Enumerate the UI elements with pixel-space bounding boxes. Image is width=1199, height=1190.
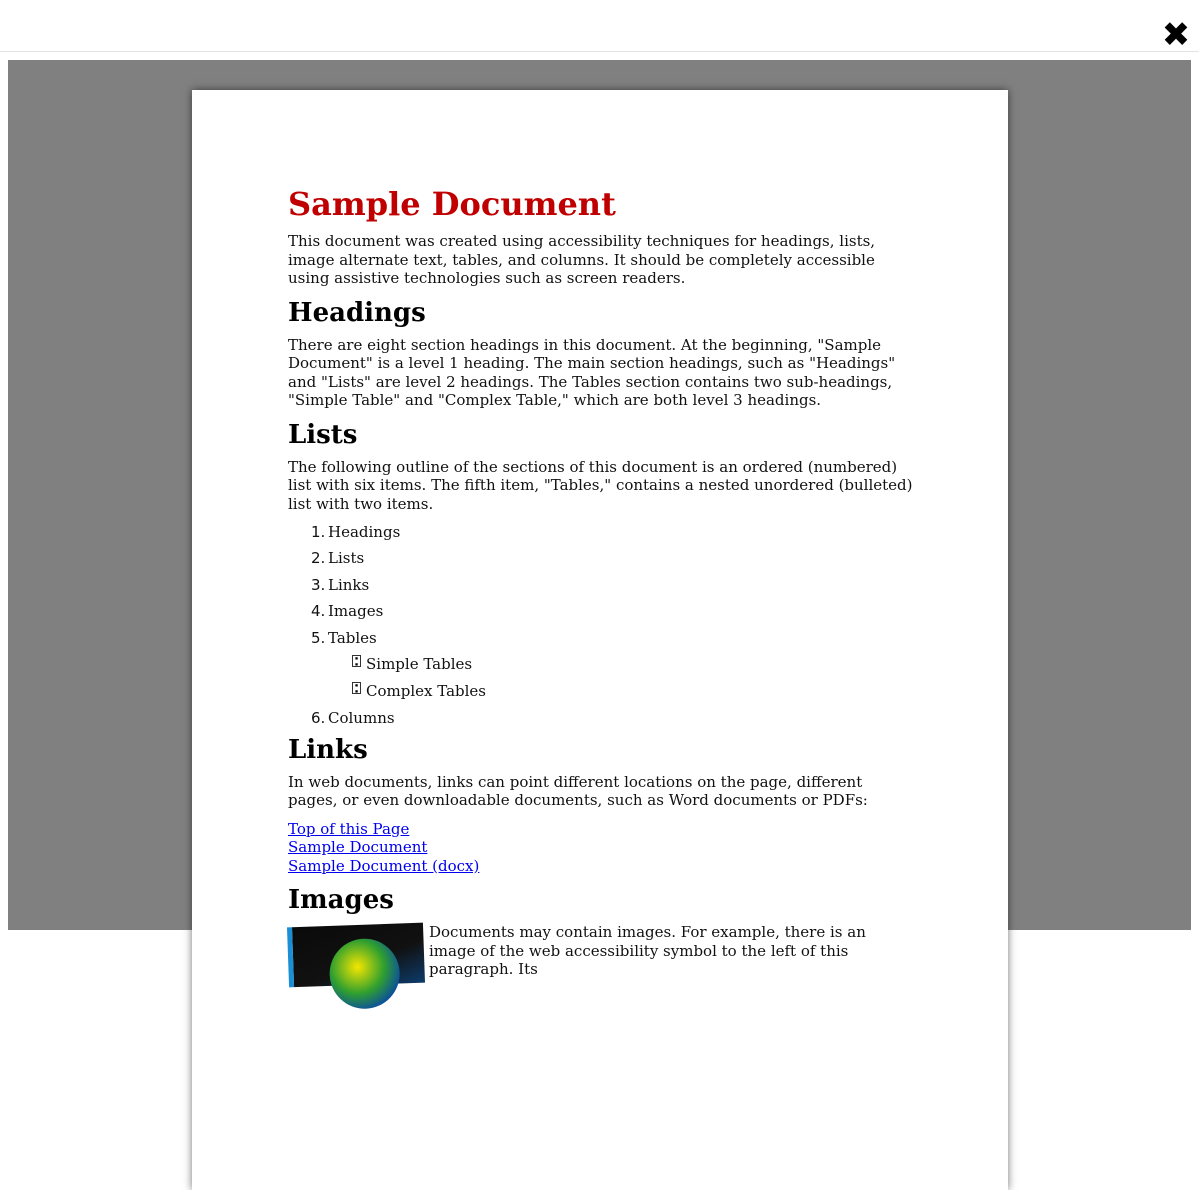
- document-page: [192, 90, 1008, 1190]
- outline-list: [288, 523, 913, 727]
- list-item-label: Links: [328, 575, 370, 594]
- section-heading-images: Images: [288, 885, 394, 916]
- list-number: 4.: [311, 602, 326, 621]
- document-viewer[interactable]: [8, 60, 1191, 979]
- lists-paragraph: The following outline of the sections of this document is an ordered (numbered) list with six items. The fifth item, "Tables," contains a nested unordered (bulleted) list with two items.: [288, 457, 913, 513]
- list-item: [311, 575, 913, 594]
- section-heading-links: Links: [288, 734, 368, 765]
- bullet-icon: ▪ ▪: [352, 682, 361, 694]
- nested-bullet-list: [328, 655, 913, 700]
- link-top-of-page[interactable]: Top of this Page: [288, 819, 410, 838]
- bullet-icon: ▪ ▪: [352, 655, 361, 667]
- accessibility-symbol-image: [287, 923, 425, 988]
- list-item-label: Columns: [328, 708, 395, 727]
- links-paragraph: In web documents, links can point different locations on the page, different pages, or even downloadable documents, such as Word documents or PDFs:: [288, 772, 868, 810]
- nested-list-item: [352, 655, 913, 673]
- list-number: 5.: [311, 628, 326, 647]
- list-item-label: Images: [328, 602, 384, 621]
- section-heading-lists: Lists: [288, 419, 358, 450]
- nested-list-item-label: Simple Tables: [366, 654, 473, 673]
- globe-graphic: [328, 938, 400, 1010]
- list-item-label: Tables: [328, 628, 377, 647]
- images-paragraph: Documents may contain images. For example, there is an image of the web accessibility symbol to the left of this paragraph. Its: [429, 923, 866, 979]
- list-item-label: Headings: [328, 523, 401, 541]
- list-item: [311, 602, 913, 621]
- document-content: [288, 186, 913, 989]
- link-list: [288, 820, 913, 876]
- page-title: Sample Document: [288, 185, 616, 223]
- list-number: 1.: [311, 523, 326, 541]
- link-sample-document[interactable]: Sample Document: [288, 838, 428, 857]
- list-number: 2.: [311, 549, 326, 568]
- list-item: [311, 549, 913, 568]
- intro-paragraph: This document was created using accessibility techniques for headings, lists, image alternate text, tables, and columns. It should be completely accessible using assistive technologies such as screen readers.: [288, 232, 876, 287]
- close-icon[interactable]: ✖: [1161, 15, 1191, 55]
- section-heading-headings: Headings: [288, 297, 426, 328]
- headings-paragraph: There are eight section headings in this document. At the beginning, "Sample Document" is a level 1 heading. The main section headings, such as "Headings" and "Lists" are level 2 headings. The Tables section contains two sub-headings, "Simple Table" and "Complex Table," which are both level 3 headings.: [288, 335, 896, 409]
- list-item-label: Lists: [328, 549, 365, 568]
- nested-list-item: [352, 682, 913, 700]
- nested-list-item-label: Complex Tables: [366, 681, 486, 700]
- list-item: [311, 708, 913, 727]
- images-section: [288, 923, 913, 979]
- list-number: 6.: [311, 708, 326, 727]
- list-number: 3.: [311, 575, 326, 594]
- link-sample-document-docx[interactable]: Sample Document (docx): [288, 856, 480, 875]
- list-item: [311, 523, 913, 541]
- list-item: [311, 628, 913, 700]
- top-bar: [0, 0, 1199, 55]
